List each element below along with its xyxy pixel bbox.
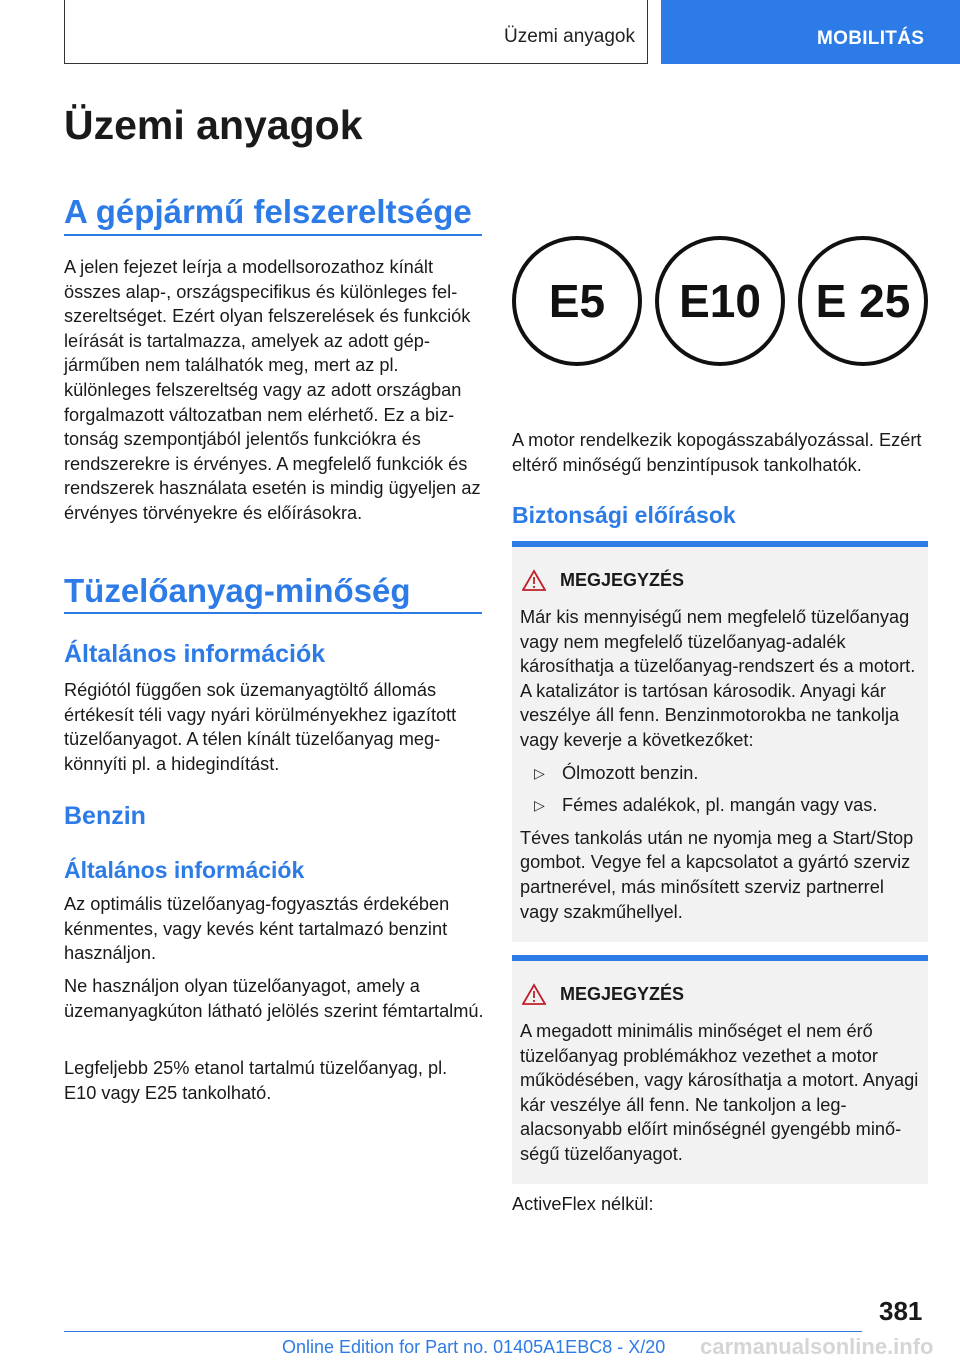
fuel-label-badges [512,236,928,364]
note-body [520,1019,924,1167]
general-info-body: Régiótól függően sok üzemanyagtöltő állomás értékesít téli vagy nyári körülményekhez igazított tüzelőanyagot. A télen kínált tüzelőanyag megkönnyíti pl. a hidegindítást. [64,680,457,774]
warning-icon [522,569,546,591]
fuel-badge-e25: E 25 [798,236,928,366]
page-title: Üzemi anyagok [64,102,363,148]
note-paragraph: Már kis mennyiségű nem megfelelő tüzelőanyag vagy nem megfelelő tüzelőanyag-adalék károsíthatja a tüzelőanyag-rendszert és a motort. A katalizátor is tartósan károsodik. Anyagi kár veszélye áll fenn. Benzinmotorokba ne tankolja vagy keverje a következőket: [520,607,916,750]
running-header-title: Üzemi anyagok [504,26,635,47]
note-header [522,569,684,591]
fuel-badge-e10: E10 [655,236,785,366]
footer-rule [64,1331,862,1332]
note-paragraph: A megadott minimális minőséget el nem érő tüzelőanyag problémákhoz vezethet a motor működésében, vagy károsíthatja a motort. Anyagi kár veszélye áll fenn. Ne tankoljon a legalacsonyabb előírt minőségnél gyengébb minőségű tüzelőanyagot. [520,1021,919,1164]
section-tab-label: MOBILITÁS [817,28,925,49]
equipment-heading: A gépjármű felszereltsége [64,193,472,230]
running-header-box [64,0,648,64]
warning-icon [522,983,546,1005]
note-box [512,541,928,942]
page-number: 381 [879,1296,923,1326]
petrol-general-heading: Általános információk [64,857,305,883]
petrol-paragraph-2: Ne használjon olyan tüzelőanyagot, amely a üzemanyagkúton látható jelölés szerint fémtartalmú. [64,976,484,1021]
triangle-bullet-icon: ▷ [534,797,545,814]
edition-text: Online Edition for Part no. 01405A1EBC8 - X/20 [282,1337,666,1357]
note-box [512,955,928,1184]
petrol-paragraph-3: Legfeljebb 25% etanol tartalmú tüzelőanyag, pl. E10 vagy E25 tankolható. [64,1058,448,1103]
triangle-bullet-icon: ▷ [534,764,545,781]
activeflex-label: ActiveFlex nélkül: [512,1194,654,1214]
note-paragraph: Téves tankolás után ne nyomja meg a Start/Stop gombot. Vegye fel a kapcsolatot a gyártó szerviz partnerével, más minősített szerviz partnerrel vagy szakműhellyel. [520,827,914,922]
equipment-body: A jelen fejezet leírja a modellsorozathoz kínált összes alap-, országspecifikus és különleges felszereltséget. Ezért olyan felszerelések és funkciók leírását is tartalmazza, amelyek az adott gépjárműben nem találhatók meg, mert az pl. különleges felszereltség vagy az adott országban forgalmazott változatban nem elérhető. Ez a biztonság szempontjából jelentős funkciókra és rendszerekre is érvényes. A megfelelő funkciók és rendszerek használata esetén is mindig ügyeljen az érvényes törvényekre és előírásokra. [64,257,481,523]
list-item [520,793,924,818]
petrol-paragraph-1: Az optimális tüzelőanyag-fogyasztás érdekében kénmentes, vagy kevés ként tartalmazó benzint használjon. [64,894,450,964]
list-item-text: Fémes adalékok, pl. mangán vagy vas. [562,795,878,816]
petrol-heading: Benzin [64,802,146,830]
note-body [520,605,924,924]
list-item-text: Ólmozott benzin. [562,762,699,783]
heading-rule [64,612,482,614]
heading-rule [64,234,482,236]
list-item [520,761,924,786]
watermark: carmanualsonline.info [700,1334,934,1359]
general-info-heading: Általános információk [64,640,326,668]
engine-knock-text: A motor rendelkezik kopogásszabályozással. Ezért eltérő minőségű benzintípusok tankolhatók. [512,430,922,475]
note-header [522,983,684,1005]
section-tab [661,0,960,64]
fuel-quality-heading: Tüzelőanyag-minőség [64,572,411,609]
note-label: MEGJEGYZÉS [560,983,685,1004]
note-label: MEGJEGYZÉS [560,569,685,590]
fuel-badge-e5: E5 [512,236,642,366]
safety-heading: Biztonsági előírások [512,502,736,528]
